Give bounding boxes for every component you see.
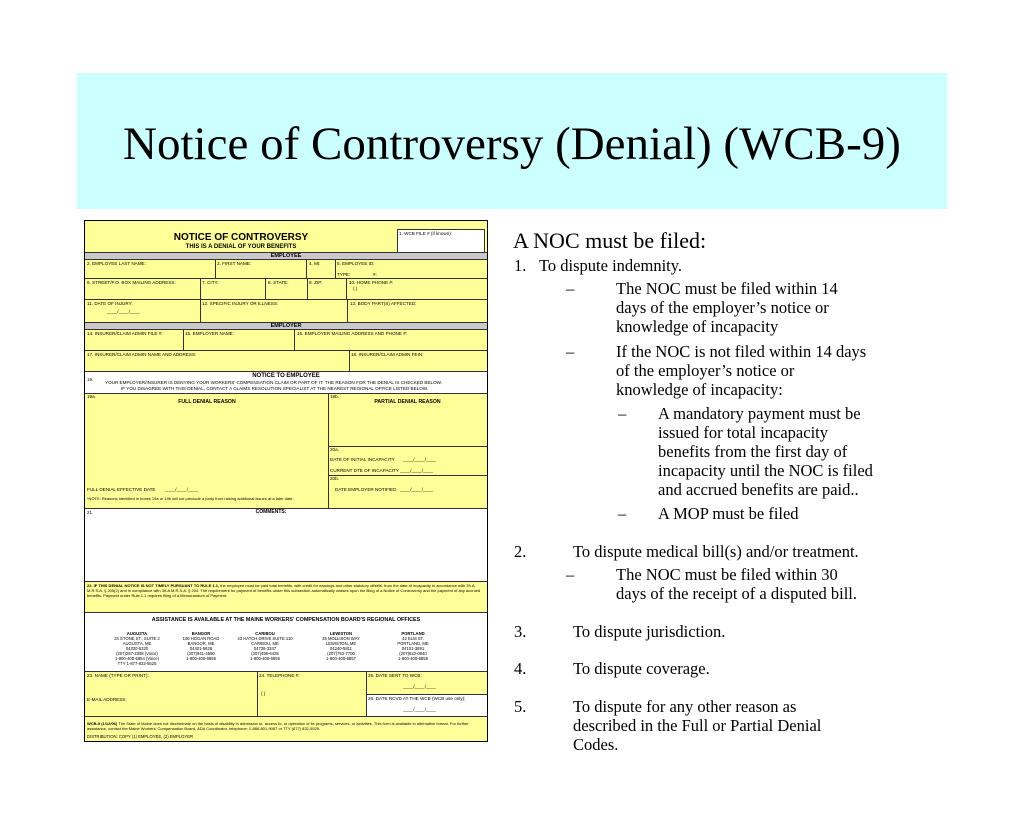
field-15: 15. EMPLOYER NAME: [185, 331, 235, 336]
partial-denial-title: PARTIAL DENIAL REASON [374, 399, 441, 405]
item-1-subsub-1-line-1: A mandatory payment must be [658, 404, 861, 423]
full-denial-title: FULL DENIAL REASON [178, 399, 236, 405]
field-20b: 20b. [330, 476, 339, 481]
office-line: TTY 1-877-832-5525 [117, 661, 157, 666]
office-lewiston [301, 631, 381, 661]
office-line: 35 MOLLISON WAY [322, 636, 360, 641]
item-2-sub-1-dash: – [566, 565, 575, 584]
employer-header: EMPLOYER [85, 322, 487, 330]
office-line: 24 STONE ST., SUITE 2 [114, 636, 160, 641]
office-line: 106 HOGAN ROAD [182, 636, 220, 641]
item-1-text: To dispute indemnity. [539, 256, 683, 275]
item-1-sub-1-line-2: days of the employer’s notice or [616, 298, 829, 317]
field-20b-box [328, 475, 487, 509]
field-13: 13. BODY PART(S) AFFECTED: [350, 301, 417, 306]
current-dte: CURRENT DTE OF INCAPACITY [330, 468, 399, 473]
denial-note: *NOTE: Reasons identified in boxes 19a or 19b will not preclude a party from raising additional issues at a later date. [87, 496, 294, 501]
form-subtitle: THIS IS A DENIAL OF YOUR BENEFITS [185, 244, 297, 250]
item-1-subsub-1-text [658, 404, 873, 499]
field-24: 24. TELEPHONE #: [259, 673, 300, 678]
office-line: AUGUSTA, ME [122, 641, 152, 646]
distribution: DISTRIBUTION: COPY (1) EMPLOYEE, (2) EMPLOYER [87, 734, 194, 739]
item-3-number: 3. [514, 622, 527, 641]
field-21: 21. [87, 510, 94, 515]
notice-title: NOTICE TO EMPLOYEE [252, 373, 320, 379]
footer-code: WCB-9 (1/12/06) [87, 721, 118, 726]
item-1-subsub-1-line-5: and accrued benefits are paid.. [658, 480, 859, 499]
item-1-number: 1. [514, 256, 527, 275]
field-22-bold: 22. IF THIS DENIAL NOTICE IS NOT TIMELY PURSUANT TO RULE 1.1, [87, 583, 220, 588]
item-1-subsub-1-line-2: issued for total incapacity [658, 423, 828, 442]
wcb-file-label: 1. WCB FILE # (if known): [399, 231, 453, 236]
field-20a: 20a. [330, 447, 339, 452]
office-line: BANGOR, ME [187, 641, 215, 646]
comments-title: COMMENTS: [255, 509, 287, 515]
item-1-subsub-1-line-4: incapacity until the NOC is filed [658, 461, 873, 480]
office-line: (207)941-4550 [187, 651, 215, 656]
office-line: 1-800-400-6854 (Voice) [115, 656, 159, 661]
office-line: 1-800-400-6856 [186, 656, 216, 661]
field-18: 18. INSURER/CLAIM ADMIN FEIN: [351, 352, 424, 357]
field-17: 17. INSURER/CLAIM ADMIN NAME AND ADDRESS: [87, 352, 197, 357]
office-line: 1-800-400-6857 [326, 656, 356, 661]
field-26-value: ____/____/____ [403, 707, 437, 712]
field-2: 2. EMPLOYEE LAST NAME: [87, 261, 146, 266]
field-6: 6. STREET/P.O. BOX MAILING ADDRESS: [87, 280, 176, 285]
item-2-text: To dispute medical bill(s) and/or treatment. [573, 542, 859, 561]
item-5-line-3: Codes. [573, 735, 619, 754]
item-5-number: 5. [514, 697, 527, 716]
item-5-line-2: described in the Full or Partial Denial [573, 716, 822, 735]
current-dte-value: ____/____/____ [400, 468, 434, 473]
field-10-value: ( ) [353, 286, 358, 291]
office-name: BANGOR [191, 631, 211, 636]
office-name: CARIBOU [255, 631, 275, 636]
notice-line-2: IF YOU DISAGREE WITH THIS DENIAL, CONTACT A CLAIMS RESOLUTION SPECIALIST AT THE NEAREST REGIONAL OFFICE LISTED BELOW. [121, 386, 429, 391]
field-19b: 19b. [330, 394, 339, 399]
title-band [77, 73, 947, 209]
office-line: 04240-5811 [329, 646, 353, 651]
item-1-subsub-2-text: A MOP must be filed [658, 504, 799, 523]
office-name: PORTLAND [401, 631, 425, 636]
field-16: 16. EMPLOYER MAILING ADDRESS AND PHONE #: [297, 331, 408, 336]
office-line: 04736-3347 [253, 646, 277, 651]
office-line: PORTLAND, ME [397, 641, 429, 646]
item-1-subsub-1-dash: – [618, 404, 627, 423]
assistance-title: ASSISTANCE IS AVAILABLE AT THE MAINE WORKERS' COMPENSATION BOARD'S REGIONAL OFFICES [151, 617, 421, 623]
date-notified: DATE EMPLOYER NOTIFIED [335, 487, 397, 492]
item-1-sub-2-line-2: of the employer’s notice or [616, 361, 795, 380]
item-5-line-1: To dispute for any other reason as [573, 697, 797, 716]
office-line: 04101-3691 [401, 646, 425, 651]
full-denial-effective-value: ____/____/____ [165, 487, 199, 492]
date-initial: DATE OF INITIAL INCAPACITY [330, 457, 395, 462]
field-26: 26. DATE RCVD AT THE WCB (WCB use only): [368, 696, 466, 701]
comments-box [85, 508, 487, 582]
office-line: (207)753-7700 [327, 651, 355, 656]
office-name: LEWISTON [329, 631, 353, 636]
office-line: CARIBOU, ME [251, 641, 279, 646]
field-9: 9. ZIP: [309, 280, 323, 285]
form-footer [87, 721, 485, 731]
field-11-value: ____/____/____ [107, 309, 141, 314]
field-8: 8. STATE: [268, 280, 289, 285]
employee-header: EMPLOYEE [85, 252, 487, 260]
field-23: 23. NAME (TYPE OR PRINT): [87, 673, 149, 678]
field-12: 12. SPECIFIC INJURY OR ILLNESS: [202, 301, 279, 306]
item-4-number: 4. [514, 659, 527, 678]
item-1-sub-1-line-3: knowledge of incapacity [616, 317, 779, 336]
wcb9-form-image [84, 220, 488, 742]
field-19: 19. [87, 377, 94, 382]
footer-text: The State of Maine does not discriminate on the basis of disability in admission to, access to, or operation of its programs, services, or activities. This form is available in alternative format. For further assistance, contact the Maine Workers' Compensation Board, ADA Coordinator, telephone: 1-888-801-9087 or TTY (877) 832-5525. [87, 721, 469, 731]
item-5-text [573, 697, 821, 754]
office-line: 04401-5628 [189, 646, 213, 651]
item-3-text: To dispute jurisdiction. [573, 622, 726, 641]
office-line: 42 ELM ST. [402, 636, 424, 641]
field-5-num: #: [373, 272, 377, 277]
item-4-text: To dispute coverage. [573, 659, 710, 678]
field-11: 11. DATE OF INJURY: [87, 301, 133, 306]
item-1-sub-2-dash: – [566, 342, 575, 361]
office-portland [373, 631, 453, 661]
field-3: 3. FIRST NAME: [217, 261, 252, 266]
notice-line-1: YOUR EMPLOYER/INSURER IS DENYING YOUR WORKERS' COMPENSATION CLAIM OR PART OF IT. THE REASON FOR THE DENIAL IS CHECKED BELOW. [105, 380, 443, 385]
slide-title: Notice of Controversy (Denial) (WCB-9) [123, 118, 901, 170]
item-2-number: 2. [514, 542, 527, 561]
field-22 [87, 583, 485, 599]
field-24-value: ( ) [261, 691, 266, 696]
office-line: 1-800-400-6855 [250, 656, 280, 661]
office-line: (207)498-6428 [251, 651, 279, 656]
item-1-subsub-2-dash: – [618, 504, 627, 523]
email-label: E-MAIL ADDRESS: [87, 697, 127, 702]
date-initial-value: ____/____/____ [403, 457, 437, 462]
item-2-sub-1-text [616, 565, 857, 603]
office-line: (207)287-2308 (Voice) [116, 651, 158, 656]
office-line: 1-800-400-6858 [398, 656, 428, 661]
field-5: 5. EMPLOYEE ID: [337, 261, 375, 266]
item-2-sub-1-line-2: days of the receipt of a disputed bill. [616, 584, 858, 603]
form-title: NOTICE OF CONTROVERSY [173, 232, 309, 243]
field-4: 4. MI: [309, 261, 321, 266]
field-5-type: TYPE: [337, 272, 351, 277]
field-25-value: ____/____/____ [403, 684, 437, 689]
field-10: 10. HOME PHONE #: [349, 280, 394, 285]
office-caribou [225, 631, 305, 661]
field-7: 7. CITY: [202, 280, 219, 285]
item-1-sub-1-line-1: The NOC must be filed within 14 [616, 279, 838, 298]
office-line: LEWISTON, ME [325, 641, 357, 646]
item-1-sub-2-line-3: knowledge of incapacity: [616, 380, 783, 399]
office-name: AUGUSTA [126, 631, 148, 636]
office-line: (207)822-0840 [399, 651, 427, 656]
item-1-sub-1-text [616, 279, 838, 336]
item-1-sub-2-text [616, 342, 866, 399]
noc-heading: A NOC must be filed: [513, 228, 707, 253]
field-25: 25. DATE SENT TO WCB: [368, 673, 422, 678]
item-1-sub-1-dash: – [566, 279, 575, 298]
item-1-sub-2-line-1: If the NOC is not filed within 14 days [616, 342, 867, 361]
item-1-subsub-1-line-3: benefits from the first day of [658, 442, 848, 461]
field-14: 14. INSURER/CLAIM ADMIN FILE #: [87, 331, 163, 336]
office-line: 43 HATCH DRIVE SUITE 110 [237, 636, 293, 641]
date-notified-value: ____/____/____ [400, 487, 434, 492]
full-denial-effective: FULL DENIAL EFFECTIVE DATE [87, 487, 156, 492]
office-line: 04330-5320 [125, 646, 149, 651]
item-2-sub-1-line-1: The NOC must be filed within 30 [616, 565, 838, 584]
field-19a: 19a. [87, 394, 96, 399]
field-22-text: the employee must be paid total benefits, with credit for earnings and other statutory offsets, from the date of incapacity in accordance with 39-A M.R.S.A. § 205(2) and in compliance with 39-A M.R.S.A. § 204. The requirement for payment of benefits under this subsection automatically ceases upon the filing of a Notice of Controversy and the payment of any accrued benefits. Payment under Rule 1.1 requires filing of a Memorandum of Payment. [87, 583, 481, 599]
